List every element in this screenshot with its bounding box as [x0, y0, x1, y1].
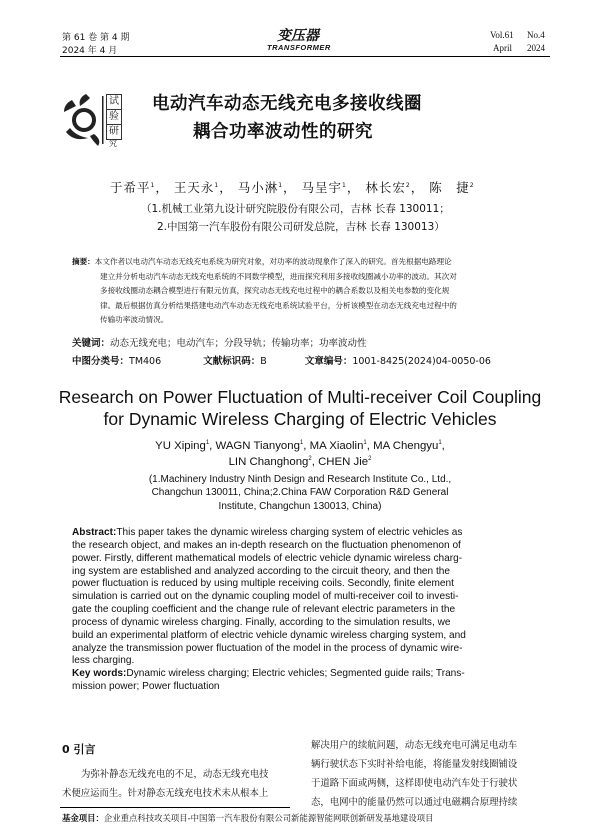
clc-label: 中图分类号： — [72, 356, 130, 367]
abstract-cn-line: 传输功率波动情况。 — [100, 315, 169, 325]
doc-code-value: B — [260, 356, 267, 367]
keywords-cn-label: 关键词： — [72, 338, 111, 349]
affiliations-en — [40, 473, 560, 513]
author-en: LIN Changhong — [228, 456, 309, 468]
author-affiliation-mark: 2 — [405, 181, 411, 189]
affiliation-en-line: Changchun 130011, China;2.China FAW Corporation R&D General — [151, 487, 449, 499]
volume-en: Vol.61 — [490, 30, 514, 40]
author-affiliation-mark: 1 — [363, 440, 367, 447]
abstract-en-line: This paper takes the dynamic wireless charging system of electric vehicles as — [116, 527, 463, 538]
affiliation-en-line: Institute, Changchun 130013, China) — [218, 500, 382, 512]
abstract-cn-line: 本文作者以电动汽车动态无线充电系统为研究对象，对功率的波动现象作了深入的研究。首先根据电路理论 — [94, 257, 452, 266]
keywords-en-line: mission power; Power fluctuation — [72, 681, 220, 693]
intro-left-column — [62, 765, 307, 803]
author-en: MA Xiaolin — [309, 440, 364, 452]
intro-right-line: 态，电网中的能量仍然可以通过电磁耦合原理持续 — [311, 797, 518, 808]
journal-name-en: TRANSFORMER — [267, 43, 331, 52]
author-affiliation-mark: 2 — [469, 181, 475, 189]
abstract-en — [72, 527, 537, 694]
article-id-label: 文章编号： — [304, 356, 353, 367]
author-affiliation-mark: 1 — [342, 181, 347, 189]
author-affiliation-mark: 1 — [278, 181, 284, 189]
journal-name-cn: 变压器 — [277, 28, 319, 44]
author-cn: 马呈宇 — [301, 180, 343, 195]
abstract-en-line: gate the coupling coefficient and the change rule of relevant electric parameters in the — [72, 604, 456, 616]
author-cn: 于希平 — [110, 180, 151, 195]
author-affiliation-mark: 2 — [308, 456, 312, 463]
section-logo — [58, 90, 148, 150]
logo-char-3: 研 — [106, 124, 122, 140]
author-cn: 王天永 — [173, 180, 215, 195]
affiliation-cn-line-2: 2.中国第一汽车股份有限公司研发总院，吉林 长春 130013） — [157, 221, 445, 233]
author-en: YU Xiping — [155, 440, 206, 452]
issue-en: No.4 — [527, 30, 545, 40]
abstract-en-line: power fluctuation is reduced by using multiple receiving coils. Secondly, finite element — [72, 578, 454, 590]
author-affiliation-mark: 2 — [368, 456, 372, 463]
intro-right-line: 辆行驶状态下实时补给电能，将能量发射线圈铺设 — [311, 759, 518, 770]
author-en: WAGN Tianyong — [215, 440, 300, 452]
abstract-cn-line: 律。最后根据仿真分析结果搭建电动汽车动态无线充电系统试验平台，分析该模型在动态无线充电过程中的 — [100, 300, 457, 310]
author-cn: 马小淋 — [237, 180, 279, 195]
logo-char-4: 究 — [109, 139, 117, 148]
affiliation-cn-line-1: （1.机械工业第九设计研究院股份有限公司，吉林 长春 130011； — [141, 203, 450, 215]
intro-right-line: 解决用户的续航问题，动态无线充电可满足电动车 — [311, 740, 518, 751]
abstract-en-line: less charging. — [72, 655, 135, 667]
abstract-en-line: build an experimental platform of electric vehicle dynamic wireless charging system, and — [72, 629, 466, 641]
abstract-cn-line: 多接收线圈动态耦合模型进行有限元仿真，探究动态无线充电过程中的耦合系数以及相关电参数的变化规 — [100, 286, 450, 296]
abstract-en-label: Abstract: — [72, 527, 117, 538]
title-en-line-2: for Dynamic Wireless Charging of Electric Vehicles — [103, 409, 497, 429]
author-en: MA Chengyu — [373, 440, 439, 452]
logo-char-2: 验 — [106, 109, 122, 125]
author-cn: 陈 捷 — [429, 180, 470, 195]
keywords-en-line: Dynamic wireless charging; Electric vehicles; Segmented guide rails; Trans- — [126, 668, 465, 680]
keywords-en-label: Key words: — [72, 668, 127, 680]
title-cn-line-1: 电动汽车动态无线充电多接收线圈 — [152, 94, 422, 114]
author-affiliation-mark: 1 — [438, 440, 442, 447]
authors-en: YU Xiping$^1$, WAGN Tianyong$^1$, MA Xiaolin$^1$, MA Chengyu$^1$, LIN Changhong$^2$, CHEN Jie$^2$ — [155, 440, 445, 468]
keywords-cn — [72, 335, 367, 349]
doc-code-label: 文献标识码： — [203, 356, 261, 367]
footnote-rule — [60, 807, 290, 808]
abstract-en-line: the research object, and makes an in-depth research on the fluctuation phenomenon of — [72, 539, 461, 551]
article-id-value: 1001-8425(2024)04-0050-06 — [352, 356, 491, 367]
author-en: CHEN Jie — [318, 456, 369, 468]
author-affiliation-mark: 1 — [214, 181, 220, 189]
abstract-cn-label: 摘要： — [72, 257, 95, 266]
keywords-cn-text: 动态无线充电；电动汽车；分段导轨；传输功率；功率波动性 — [110, 338, 367, 349]
author-cn: 林长宏 — [365, 180, 406, 195]
abstract-en-line: power. Firstly, different mathematical models of electric vehicle dynamic wireless charg- — [72, 552, 463, 564]
classification-row — [72, 353, 491, 367]
title-en-line-1: Research on Power Fluctuation of Multi-receiver Coil Coupling — [58, 387, 542, 407]
clc-value: TM406 — [129, 356, 162, 367]
intro-left-line: 为弥补静态无线充电的不足，动态无线充电技 — [81, 769, 269, 780]
author-affiliation-mark: 1 — [205, 440, 210, 447]
logo-char-1: 试 — [106, 94, 122, 110]
intro-right-line: 于道路下面或两侧，这样即使电动汽车处于行驶状 — [311, 778, 518, 789]
funding-label: 基金项目： — [62, 813, 104, 823]
affiliation-en-line: (1.Machinery Industry Ninth Design and Research Institute Co., Ltd., — [148, 474, 452, 485]
intro-right-column — [311, 736, 556, 812]
author-affiliation-mark: 1 — [150, 181, 156, 189]
abstract-en-line: ing system are established and analyzed according to the circuit theory, and then the — [72, 565, 450, 577]
section-logo-graphic — [58, 90, 148, 150]
funding-text: 企业重点科技攻关项目-中国第一汽车股份有限公司新能源智能网联创新研发基地建设项目 — [103, 813, 434, 823]
intro-heading: 0 引言 — [62, 743, 96, 756]
abstract-cn-line: 建立并分析电动汽车动态无线充电系统的不同数学模型，进而探究利用多接收线圈减小功率的波动。其次对 — [100, 271, 457, 281]
authors-cn: 于希平$^1$， 王天永$^1$， 马小淋$^1$， 马呈宇$^1$， 林长宏$^2$， 陈 捷$^2$ — [110, 180, 475, 195]
abstract-en-line: process of dynamic wireless charging. Finally, according to the simulation results, we — [72, 616, 451, 628]
abstract-en-line: analyze the transmission power fluctuation of the model in the process of dynamic wire- — [72, 642, 463, 654]
abstract-en-line: simulation is carried out on the dynamic coupling model of multi-receiver coil to investi- — [72, 591, 459, 603]
title-en — [20, 386, 580, 430]
month-en: April — [493, 43, 512, 53]
date-cn: 2024 年 4 月 — [62, 46, 118, 56]
year-en: 2024 — [527, 43, 545, 53]
author-affiliation-mark: 1 — [299, 440, 304, 447]
volume-cn: 第 61 卷 第 4 期 — [62, 33, 130, 43]
funding-note — [62, 812, 434, 824]
abstract-cn — [72, 255, 542, 328]
header-rule — [60, 56, 550, 57]
title-cn-line-2: 耦合功率波动性的研究 — [193, 122, 373, 142]
intro-left-line: 术便应运而生。针对静态无线充电技术未从根本上 — [62, 788, 269, 799]
